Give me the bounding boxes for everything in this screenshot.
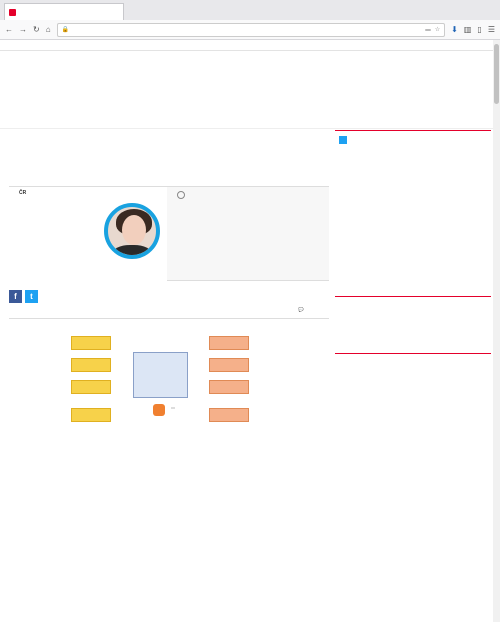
facebook-share-icon[interactable]: f — [9, 290, 22, 303]
sep-box — [209, 336, 249, 350]
comment-icon: 💬 — [298, 307, 304, 312]
idp-box — [71, 408, 111, 422]
sidebar-icon[interactable]: ▯ — [477, 25, 482, 34]
lock-icon: 🔒 — [61, 27, 70, 33]
idp-box — [71, 380, 111, 394]
thumbnail-portrait — [104, 203, 160, 259]
nia-box — [133, 352, 188, 398]
twitter-share-icon[interactable]: t — [25, 290, 38, 303]
main-menu — [0, 101, 500, 129]
article-body — [46, 328, 298, 442]
lupa-favicon-icon — [9, 9, 16, 16]
navigation-bar — [0, 20, 500, 40]
library-icon[interactable]: ▥ — [463, 25, 472, 34]
database-icon — [153, 404, 165, 416]
registry-label — [171, 407, 175, 409]
commercial-box — [335, 293, 491, 302]
back-icon[interactable]: ← — [5, 25, 13, 34]
clock-icon — [177, 191, 185, 199]
sep-box — [209, 408, 249, 422]
bookmark-star-icon[interactable]: ☆ — [434, 27, 441, 33]
lupa-logo[interactable] — [189, 57, 190, 93]
menu-icon[interactable]: ☰ — [487, 25, 495, 34]
article-meta — [171, 187, 329, 280]
article-header-box — [9, 186, 329, 281]
forward-icon[interactable]: → — [19, 25, 27, 34]
sep-box — [209, 358, 249, 372]
article-divider — [9, 318, 329, 319]
reload-icon[interactable]: ↻ — [33, 25, 40, 34]
comments-link[interactable] — [298, 307, 307, 313]
downloads-icon[interactable]: ⬇ — [451, 25, 458, 34]
nia-diagram — [71, 334, 251, 434]
browser-tab[interactable] — [4, 3, 124, 20]
zoom-level[interactable] — [425, 29, 431, 31]
sep-box — [209, 380, 249, 394]
address-bar[interactable] — [57, 23, 446, 37]
home-icon[interactable]: ⌂ — [45, 25, 51, 34]
article-thumbnail — [9, 187, 167, 281]
sidebar-author — [335, 127, 491, 149]
thumbnail-logo: ČR — [19, 190, 27, 196]
scrollbar-thumb[interactable] — [494, 44, 499, 104]
servers-bar — [0, 40, 500, 51]
site-header — [0, 51, 500, 101]
share-buttons — [9, 290, 38, 303]
twitter-icon[interactable] — [339, 136, 347, 144]
page-scrollbar[interactable] — [493, 40, 500, 622]
news-box — [335, 350, 491, 362]
tab-bar — [0, 0, 500, 20]
idp-box — [71, 336, 111, 350]
idp-box — [71, 358, 111, 372]
